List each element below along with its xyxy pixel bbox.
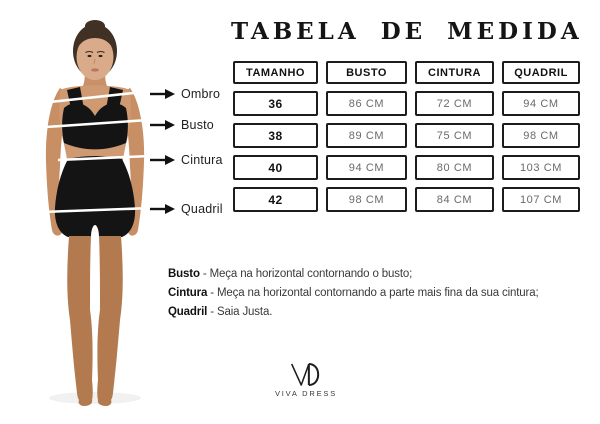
instruction-cintura xyxy=(168,284,539,303)
column-header-busto: BUSTO xyxy=(326,61,407,84)
right-arrow-icon xyxy=(149,119,175,131)
label-ombro xyxy=(149,86,220,102)
value-cell: 94 CM xyxy=(502,91,580,116)
right-arrow-icon xyxy=(149,88,175,100)
size-table xyxy=(233,61,580,212)
right-arrow-icon xyxy=(149,203,175,215)
value-cell: 94 CM xyxy=(326,155,407,180)
measure-label-text: Ombro xyxy=(181,87,221,101)
value-cell: 75 CM xyxy=(415,123,494,148)
instruction-desc: Meça na horizontal contornando o busto; xyxy=(209,268,413,280)
value-cell: 103 CM xyxy=(502,155,580,180)
label-busto xyxy=(149,117,214,133)
value-cell: 98 CM xyxy=(502,123,580,148)
value-cell: 84 CM xyxy=(415,187,494,212)
measure-label-text: Cintura xyxy=(181,153,223,167)
value-cell: 89 CM xyxy=(326,123,407,148)
label-quadril xyxy=(149,201,223,217)
size-cell: 42 xyxy=(233,187,318,212)
right-arrow-icon xyxy=(149,154,175,166)
ground-shadow xyxy=(49,392,141,404)
measuring-instructions xyxy=(168,265,539,322)
instruction-separator: - xyxy=(207,287,217,299)
instruction-quadril xyxy=(168,303,539,322)
column-header-quadril: QUADRIL xyxy=(502,61,580,84)
brand-logo xyxy=(263,361,349,398)
size-cell: 36 xyxy=(233,91,318,116)
measure-label-text: Busto xyxy=(181,118,214,132)
instruction-busto xyxy=(168,265,539,284)
model-figure-illustration xyxy=(0,12,170,408)
instruction-separator: - xyxy=(207,306,217,318)
brand-name: VIVA DRESS xyxy=(274,389,338,398)
value-cell: 107 CM xyxy=(502,187,580,212)
label-cintura xyxy=(149,152,223,168)
instruction-desc: Saia Justa. xyxy=(217,306,273,318)
shorts xyxy=(55,156,135,237)
value-cell: 80 CM xyxy=(415,155,494,180)
page-title: TABELA DE MEDIDA xyxy=(231,18,583,45)
vd-monogram-icon xyxy=(285,361,327,388)
column-header-tamanho: TAMANHO xyxy=(233,61,318,84)
value-cell: 72 CM xyxy=(415,91,494,116)
size-cell: 40 xyxy=(233,155,318,180)
instruction-term: Quadril xyxy=(168,306,208,318)
column-header-cintura: CINTURA xyxy=(415,61,494,84)
value-cell: 98 CM xyxy=(326,187,407,212)
value-cell: 86 CM xyxy=(326,91,407,116)
size-cell: 38 xyxy=(233,123,318,148)
measure-label-text: Quadril xyxy=(181,202,223,216)
instruction-term: Busto xyxy=(168,268,200,280)
instruction-desc: Meça na horizontal contornando a parte mais fina da sua cintura; xyxy=(216,287,539,299)
instruction-separator: - xyxy=(199,268,210,280)
instruction-term: Cintura xyxy=(168,287,208,299)
